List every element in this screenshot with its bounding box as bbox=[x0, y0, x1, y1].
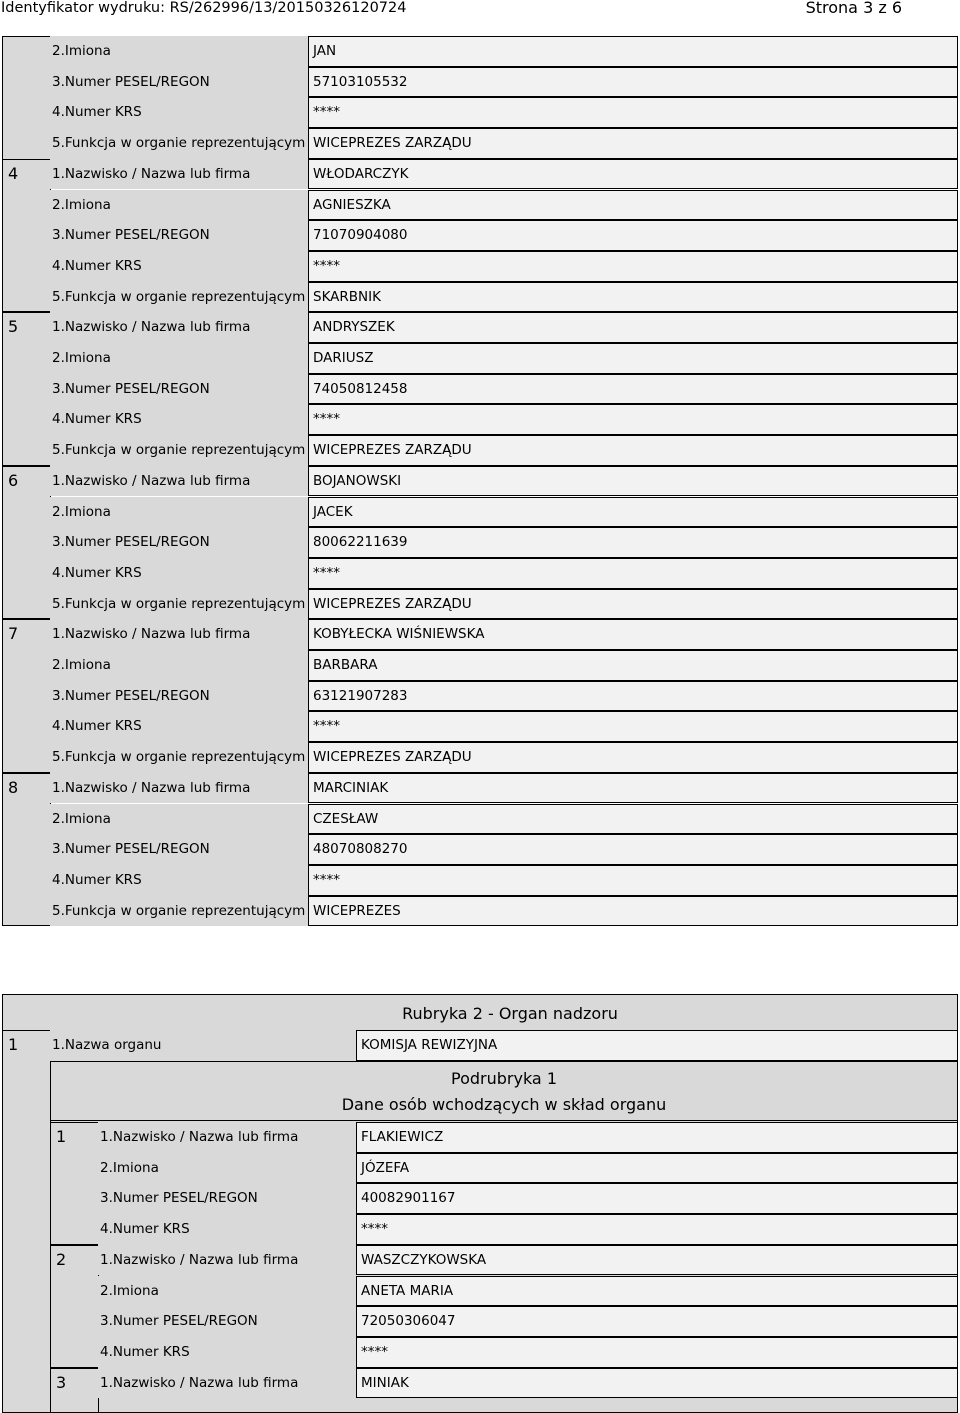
supervisory-table bbox=[2, 994, 958, 1413]
field-value-function: WICEPREZES bbox=[308, 896, 958, 927]
field-value-pesel: 48070808270 bbox=[308, 834, 958, 865]
field-value-first_names: AGNIESZKA bbox=[308, 190, 958, 221]
field-label-function: 5.Funkcja w organie reprezentującym bbox=[50, 896, 308, 927]
field-label-krs: 4.Numer KRS bbox=[50, 865, 308, 896]
entry-number: 1 bbox=[2, 1030, 51, 1413]
field-label-function: 5.Funkcja w organie reprezentującym bbox=[50, 128, 308, 159]
field-label-name: 1.Nazwisko / Nazwa lub firma bbox=[50, 773, 308, 804]
field-value-pesel: 57103105532 bbox=[308, 67, 958, 98]
field-label-function: 5.Funkcja w organie reprezentującym bbox=[50, 589, 308, 620]
field-label-pesel: 3.Numer PESEL/REGON bbox=[50, 67, 308, 98]
field-label-first_names: 2.Imiona bbox=[98, 1153, 356, 1184]
entry-number: 5 bbox=[2, 312, 51, 466]
field-value-name: WŁODARCZYK bbox=[308, 159, 958, 190]
subsection-title-line-2: Dane osób wchodzących w skład organu bbox=[341, 1095, 667, 1114]
field-label-pesel: 3.Numer PESEL/REGON bbox=[50, 834, 308, 865]
field-value-krs: **** bbox=[308, 711, 958, 742]
field-label-pesel: 3.Numer PESEL/REGON bbox=[50, 527, 308, 558]
field-label-name: 1.Nazwisko / Nazwa lub firma bbox=[50, 159, 308, 190]
field-value-pesel: 72050306047 bbox=[356, 1306, 958, 1337]
field-value-function: WICEPREZES ZARZĄDU bbox=[308, 128, 958, 159]
field-label-pesel: 3.Numer PESEL/REGON bbox=[50, 681, 308, 712]
field-label-pesel: 3.Numer PESEL/REGON bbox=[50, 220, 308, 251]
member-number: 2 bbox=[50, 1245, 99, 1368]
field-value-first_names: BARBARA bbox=[308, 650, 958, 681]
field-value-krs: **** bbox=[308, 404, 958, 435]
field-label-name: 1.Nazwisko / Nazwa lub firma bbox=[98, 1368, 356, 1399]
field-value-first_names: JACEK bbox=[308, 497, 958, 528]
field-label-krs: 4.Numer KRS bbox=[50, 711, 308, 742]
field-label-first_names: 2.Imiona bbox=[50, 497, 308, 528]
field-value-pesel: 74050812458 bbox=[308, 374, 958, 405]
field-label-name: 1.Nazwisko / Nazwa lub firma bbox=[50, 619, 308, 650]
field-value-name: WASZCZYKOWSKA bbox=[356, 1245, 958, 1276]
field-value-pesel: 80062211639 bbox=[308, 527, 958, 558]
field-label-first_names: 2.Imiona bbox=[50, 804, 308, 835]
field-value-krs: **** bbox=[308, 865, 958, 896]
field-label-pesel: 3.Numer PESEL/REGON bbox=[98, 1183, 356, 1214]
field-label-first_names: 2.Imiona bbox=[50, 190, 308, 221]
field-value-krs: **** bbox=[356, 1214, 958, 1245]
field-label-krs: 4.Numer KRS bbox=[50, 558, 308, 589]
field-value-name: MINIAK bbox=[356, 1368, 958, 1399]
field-label-function: 5.Funkcja w organie reprezentującym bbox=[50, 282, 308, 313]
field-label-function: 5.Funkcja w organie reprezentującym bbox=[50, 742, 308, 773]
field-label-name: 1.Nazwisko / Nazwa lub firma bbox=[98, 1122, 356, 1153]
field-label-krs: 4.Numer KRS bbox=[98, 1337, 356, 1368]
member-number: 3 bbox=[50, 1368, 99, 1413]
field-value-name: FLAKIEWICZ bbox=[356, 1122, 958, 1153]
field-value-function: SKARBNIK bbox=[308, 282, 958, 313]
field-label-first_names: 2.Imiona bbox=[50, 650, 308, 681]
field-value-krs: **** bbox=[308, 251, 958, 282]
field-value-first_names: DARIUSZ bbox=[308, 343, 958, 374]
board-table bbox=[2, 36, 958, 926]
field-label-krs: 4.Numer KRS bbox=[50, 251, 308, 282]
page-number: Strona 3 z 6 bbox=[805, 0, 902, 17]
field-value-name: KOBYŁECKA WIŚNIEWSKA bbox=[308, 619, 958, 650]
page-header bbox=[0, 0, 960, 20]
entry-number: 7 bbox=[2, 619, 51, 773]
field-value-function: WICEPREZES ZARZĄDU bbox=[308, 742, 958, 773]
field-label-first_names: 2.Imiona bbox=[98, 1276, 356, 1307]
entry-number: 8 bbox=[2, 773, 51, 927]
field-label-first_names: 2.Imiona bbox=[50, 343, 308, 374]
field-label-name: 1.Nazwisko / Nazwa lub firma bbox=[50, 312, 308, 343]
subsection-title-line-1: Podrubryka 1 bbox=[451, 1069, 557, 1088]
section-title: Rubryka 2 - Organ nadzoru bbox=[402, 1004, 618, 1023]
print-identifier: Identyfikator wydruku: RS/262996/13/20150326120724 bbox=[1, 0, 407, 16]
field-label-krs: 4.Numer KRS bbox=[50, 97, 308, 128]
organ-name-label: 1.Nazwa organu bbox=[50, 1030, 356, 1061]
entry-number: 4 bbox=[2, 159, 51, 313]
member-number: 1 bbox=[50, 1122, 99, 1245]
field-value-first_names: JÓZEFA bbox=[356, 1153, 958, 1184]
field-label-pesel: 3.Numer PESEL/REGON bbox=[50, 374, 308, 405]
organ-name-value: KOMISJA REWIZYJNA bbox=[356, 1030, 958, 1061]
field-value-pesel: 40082901167 bbox=[356, 1183, 958, 1214]
field-label-krs: 4.Numer KRS bbox=[50, 404, 308, 435]
field-value-pesel: 63121907283 bbox=[308, 681, 958, 712]
field-label-pesel: 3.Numer PESEL/REGON bbox=[98, 1306, 356, 1337]
field-value-function: WICEPREZES ZARZĄDU bbox=[308, 589, 958, 620]
entry-number: 6 bbox=[2, 466, 51, 620]
field-label-name: 1.Nazwisko / Nazwa lub firma bbox=[50, 466, 308, 497]
subsection-title bbox=[50, 1061, 958, 1121]
field-label-krs: 4.Numer KRS bbox=[98, 1214, 356, 1245]
field-label-function: 5.Funkcja w organie reprezentującym bbox=[50, 435, 308, 466]
field-value-krs: **** bbox=[308, 558, 958, 589]
field-value-first_names: ANETA MARIA bbox=[356, 1276, 958, 1307]
field-value-name: ANDRYSZEK bbox=[308, 312, 958, 343]
field-value-first_names: CZESŁAW bbox=[308, 804, 958, 835]
field-value-krs: **** bbox=[356, 1337, 958, 1368]
field-value-name: BOJANOWSKI bbox=[308, 466, 958, 497]
field-value-first_names: JAN bbox=[308, 36, 958, 67]
field-value-pesel: 71070904080 bbox=[308, 220, 958, 251]
field-label-first_names: 2.Imiona bbox=[50, 36, 308, 67]
field-value-name: MARCINIAK bbox=[308, 773, 958, 804]
field-label-name: 1.Nazwisko / Nazwa lub firma bbox=[98, 1245, 356, 1276]
field-value-function: WICEPREZES ZARZĄDU bbox=[308, 435, 958, 466]
field-value-krs: **** bbox=[308, 97, 958, 128]
